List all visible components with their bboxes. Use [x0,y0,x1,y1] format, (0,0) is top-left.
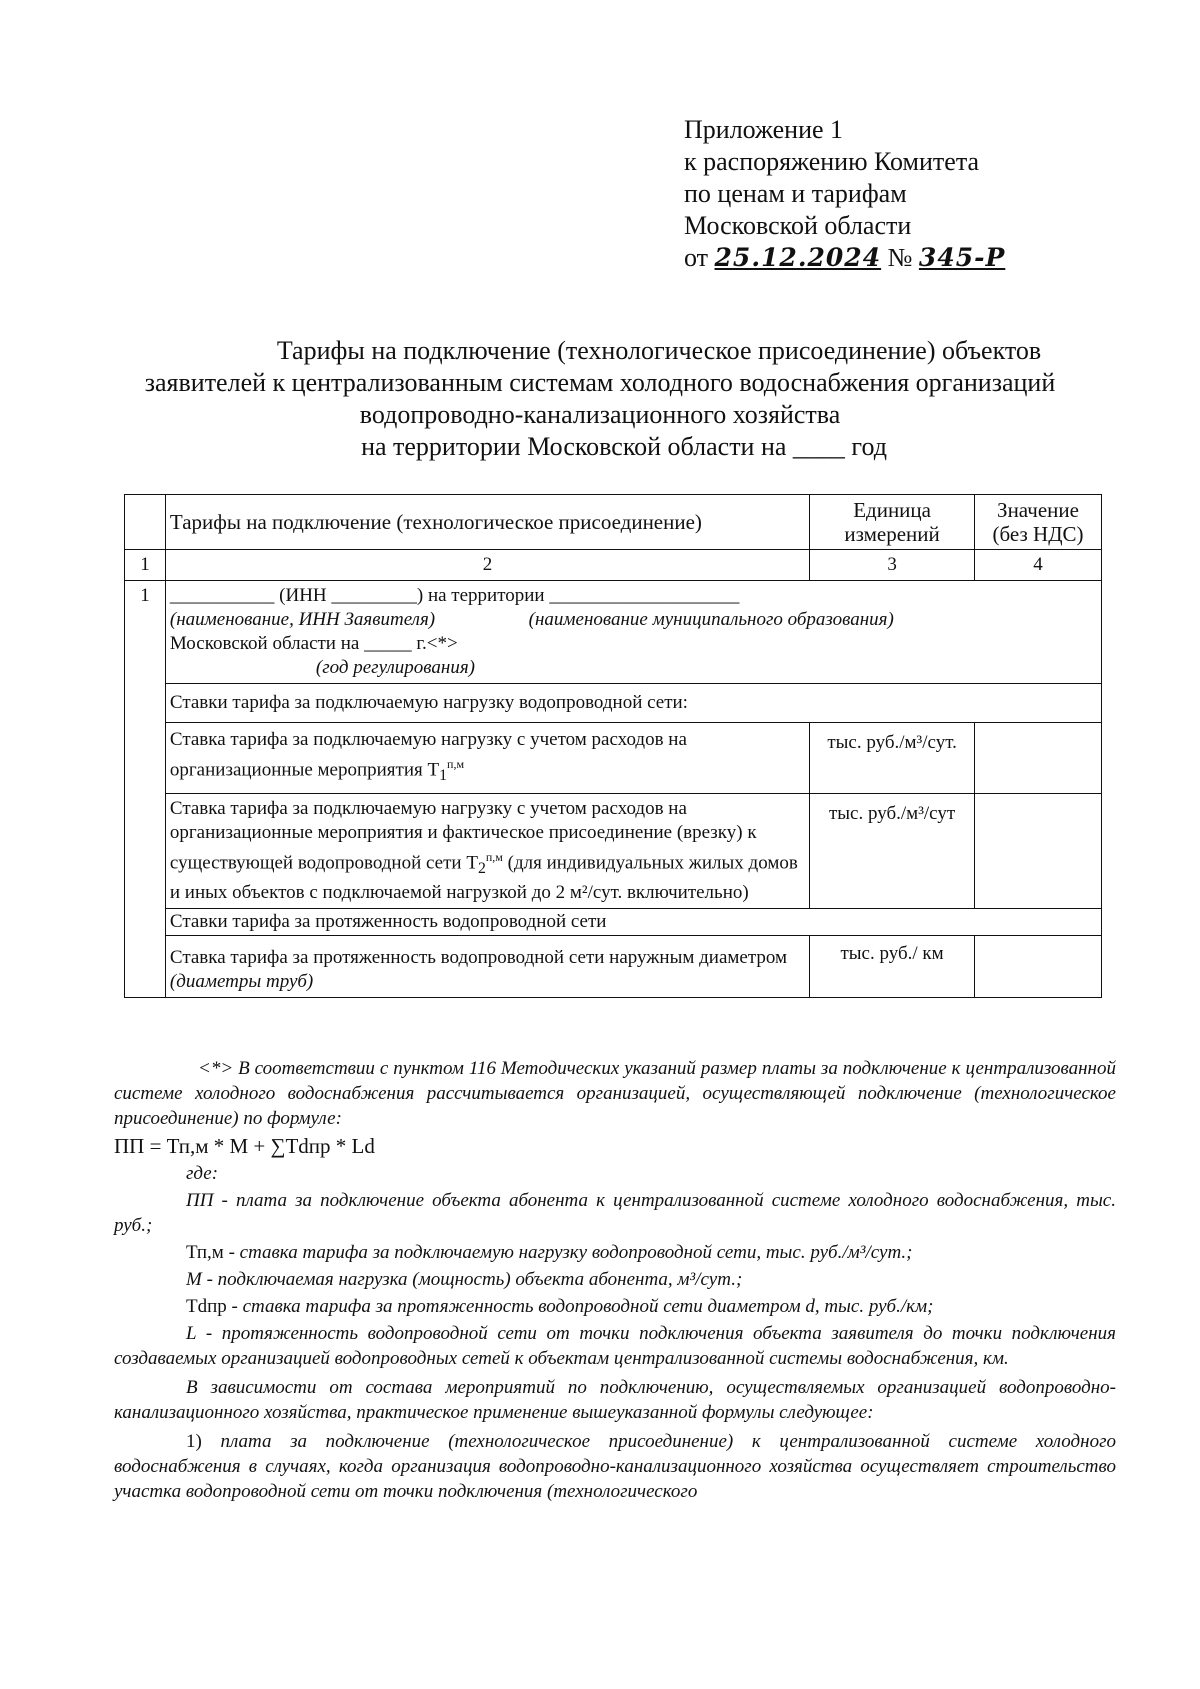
intro-line-3: Московской области на _____ г.<*> [169,633,458,654]
definition-m: М - подключаемая нагрузка (мощность) объекта абонента, м³/сут.; [186,1269,743,1290]
table-row-section-2 [125,909,1102,936]
column-number-1: 1 [125,550,166,581]
row-number-empty [125,936,166,998]
intro-line-2 [170,608,1097,632]
rate-3-unit: тыс. руб./ км [810,936,975,998]
row-number-empty [125,723,166,794]
item-1-number: 1) [186,1431,202,1452]
table-row-rate-1 [125,723,1102,794]
notes-section [114,1056,1116,1504]
table-row-rate-3 [125,936,1102,998]
annex-number-sign: № [887,243,913,272]
annex-line-2: к распоряжению Комитета [684,147,980,176]
annex-line-1: Приложение 1 [684,115,844,144]
annex-header [684,114,1005,274]
row-number-empty [125,684,166,723]
definition-l: L - протяженность водопроводной сети от точки подключения объекта заявителя до точки подключения создаваемых организацией водопроводных сетей к объектам централизованной системы водоснабжения, км. [114,1323,1116,1369]
annex-line-3: по ценам и тарифам [684,179,907,208]
table-row-section-1 [125,684,1102,723]
definition-tpm-text: - ставка тарифа за подключаемую нагрузку водопроводной сети, тыс. руб./м³/сут.; [223,1242,913,1263]
annex-date-handwritten: 25.12.2024 [714,243,882,272]
column-number-2: 2 [165,550,809,581]
definition-pp: ПП - плата за подключение объекта абонента к централизованной системе холодного водоснабжения, тыс. руб.; [114,1190,1116,1236]
rate-3-value[interactable] [975,936,1102,998]
intro-label-applicant: (наименование, ИНН Заявителя) [169,609,436,630]
rate-1-value[interactable] [975,723,1102,794]
rate-2-name [165,794,809,909]
row-number-empty [125,794,166,909]
rate-3-text-italic: (диаметры труб) [169,971,314,993]
rate-2-sup: п,м [485,850,503,865]
table-header-row [125,495,1102,550]
title-line-1: Тарифы на подключение (технологическое присоединение) объектов [276,336,1042,365]
rate-2-unit: тыс. руб./м³/сут [810,794,975,909]
paragraph-depends: В зависимости от состава мероприятий по подключению, осуществляемых организацией водопроводно-канализационного хозяйства, практическое применение вышеуказанной формулы следующее: [114,1377,1116,1423]
rate-2-sub: 2 [477,860,486,878]
definition-td-symbol: Тdпр [186,1296,227,1317]
document-title [100,335,1100,463]
intro-cell [165,581,1101,684]
title-line-3: водопроводно-канализационного хозяйства [359,400,841,429]
definition-td-text: - ставка тарифа за протяженность водопроводной сети диаметром d, тыс. руб./км; [226,1296,934,1317]
header-cell-num [125,495,166,550]
annex-line-4: Московской области [684,211,912,240]
row-number: 1 [125,581,166,684]
intro-line-4: (год регулирования) [315,657,475,678]
title-line-2: заявителей к централизованным системам холодного водоснабжения организаций [144,368,1056,397]
section-1-title: Ставки тарифа за подключаемую нагрузку водопроводной сети: [165,684,1101,723]
annex-date-prefix: от [684,243,709,272]
section-2-title: Ставки тарифа за протяженность водопроводной сети [165,909,1101,936]
row-number-empty [125,909,166,936]
rate-2-text: Ставка тарифа за подключаемую нагрузку с учетом расходов на организационные мероприятия и фактическое присоединение (врезку) к существующей водопроводной сети Т [169,798,757,874]
annex-date-line [684,242,1005,274]
table-row-intro [125,581,1102,684]
item-1-text: плата за подключение (технологическое присоединение) к централизованной системе холодного водоснабжения в случаях, когда организация водопроводно-канализационного хозяйства осуществляет строительство участка водопроводной сети от точки подключения (технологического [114,1431,1116,1502]
column-number-3: 3 [810,550,975,581]
rate-2-text-after: (для индивидуальных жилых домов и иных объектов с подключаемой нагрузкой до 2 м²/сут. включительно) [169,852,798,904]
intro-label-municipality: (наименование муниципального образования) [528,609,894,630]
definition-tpm-symbol: Тп,м [186,1242,224,1263]
column-number-4: 4 [975,550,1102,581]
rate-1-sup: п,м [447,757,465,771]
footnote-text: <*> В соответствии с пунктом 116 Методических указаний размер платы за подключение к централизованной системе холодного водоснабжения рассчитывается организацией, осуществляющей подключение (технологическое присоединение) по формуле: [114,1058,1116,1129]
definition-tpm [114,1240,1116,1265]
rate-3-name [165,936,809,998]
table-row-rate-2 [125,794,1102,909]
definition-td [114,1294,1116,1319]
rate-2-value[interactable] [975,794,1102,909]
header-cell-unit: Единица измерений [810,495,975,550]
header-cell-value: Значение (без НДС) [975,495,1102,550]
header-cell-tariffs: Тарифы на подключение (технологическое присоединение) [165,495,809,550]
paragraph-item-1 [114,1429,1116,1504]
intro-line-1: ___________ (ИНН _________) на территории ____________________ [169,585,740,606]
tariff-table [124,494,1102,998]
where-label: где: [186,1163,219,1184]
column-number-row [125,550,1102,581]
rate-1-text: Ставка тарифа за подключаемую нагрузку с учетом расходов на организационные мероприятия Т [169,729,687,781]
annex-number-handwritten: 345-Р [918,243,1006,272]
title-line-4: на территории Московской области на ____ год [361,432,887,461]
rate-1-unit: тыс. руб./м³/сут. [810,723,975,794]
rate-1-name [165,723,809,794]
formula: ПП = Тп,м * М + ∑Тdпр * Ld [114,1134,375,1158]
rate-3-text: Ставка тарифа за протяженность водопроводной сети наружным диаметром [169,947,788,969]
rate-1-sub: 1 [439,767,448,785]
